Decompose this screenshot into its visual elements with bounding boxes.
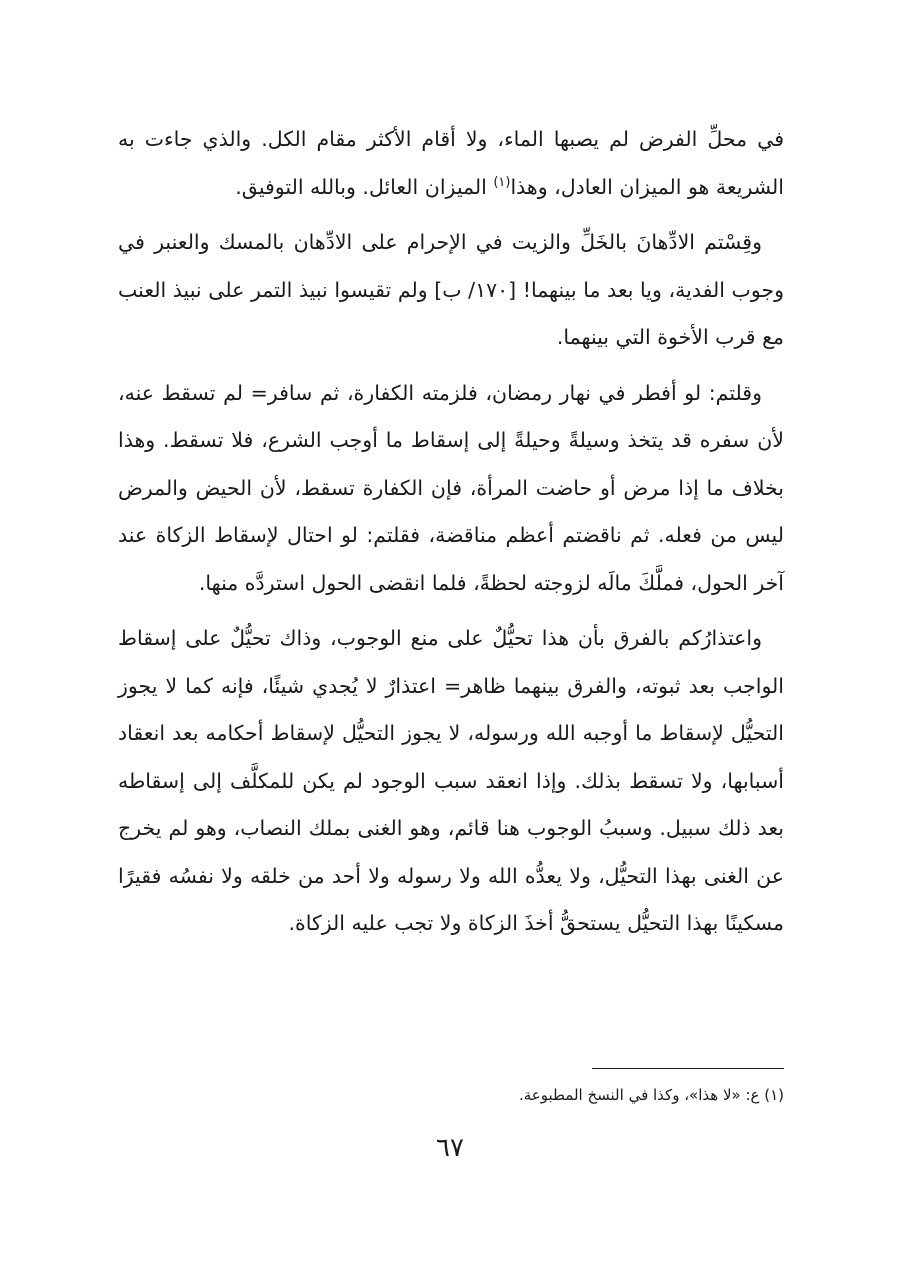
paragraph-2: وقِسْتم الادِّهانَ بالخَلِّ والزيت في الإحرام على الادِّهان بالمسك والعنبر في وجوب الفدية، ويا بعد ما بينهما! [١٧٠/ ب] ولم تقيسوا نبيذ التمر على نبيذ العنب مع قرب الأخوة التي بينهما.	[118, 230, 784, 349]
footnote-number: (١)	[764, 1086, 784, 1104]
footnote-divider	[592, 1068, 784, 1069]
paragraph-4: واعتذارُكم بالفرق بأن هذا تحيُّلٌ على منع الوجوب، وذاك تحيُّلٌ على إسقاط الواجب بعد ثبوته، والفرق بينهما ظاهر= اعتذارٌ لا يُجدي شيئًا، فإنه كما لا يجوز التحيُّل لإسقاط ما أوجبه الله ورسوله، لا يجوز التحيُّل لإسقاط أحكامه بعد انعقاد أسبابها، ولا تسقط بذلك. وإذا انعقد سبب الوجود لم يكن للمكلَّف إلى إسقاطه بعد ذلك سبيل. وسببُ الوجوب هنا قائم، وهو الغنى بملك النصاب، وهو لم يخرج عن الغنى بهذا التحيُّل، ولا يعدُّه الله ولا رسوله ولا أحد من خلقه ولا نفسُه فقيرًا مسكينًا بهذا التحيُّل يستحقُّ أخذَ الزكاة ولا تجب عليه الزكاة.	[118, 626, 784, 935]
paragraph-1-text-after: الميزان العائل. وبالله التوفيق.	[235, 174, 494, 199]
main-text	[118, 116, 784, 956]
footnote-reference[interactable]: (١)	[493, 174, 511, 190]
footnote-text: ع: «لا هذا»، وكذا في النسخ المطبوعة.	[518, 1086, 765, 1104]
paragraph-1-text: في محلِّ الفرض لم يصبها الماء، ولا أقام الأكثر مقام الكل. والذي جاءت به الشريعة هو الميزان العادل، وهذا	[118, 127, 784, 199]
page-number: ٦٧	[436, 1133, 464, 1163]
paragraph-3: وقلتم: لو أفطر في نهار رمضان، فلزمته الكفارة، ثم سافر= لم تسقط عنه، لأن سفره قد يتخذ وسيلةً وحيلةً إلى إسقاط ما أوجب الشرع، فلا تسقط. وهذا بخلاف ما إذا مرض أو حاضت المرأة، فإن الكفارة تسقط، لأن الحيض والمرض ليس من فعله. ثم ناقضتم أعظم مناقضة، فقلتم: لو احتال لإسقاط الزكاة عند آخر الحول، فملَّكَ مالَه لزوجته لحظةً، فلما انقضى الحول استردَّه منها.	[118, 380, 784, 595]
paragraph-1	[118, 116, 784, 211]
footnote	[300, 1080, 784, 1110]
